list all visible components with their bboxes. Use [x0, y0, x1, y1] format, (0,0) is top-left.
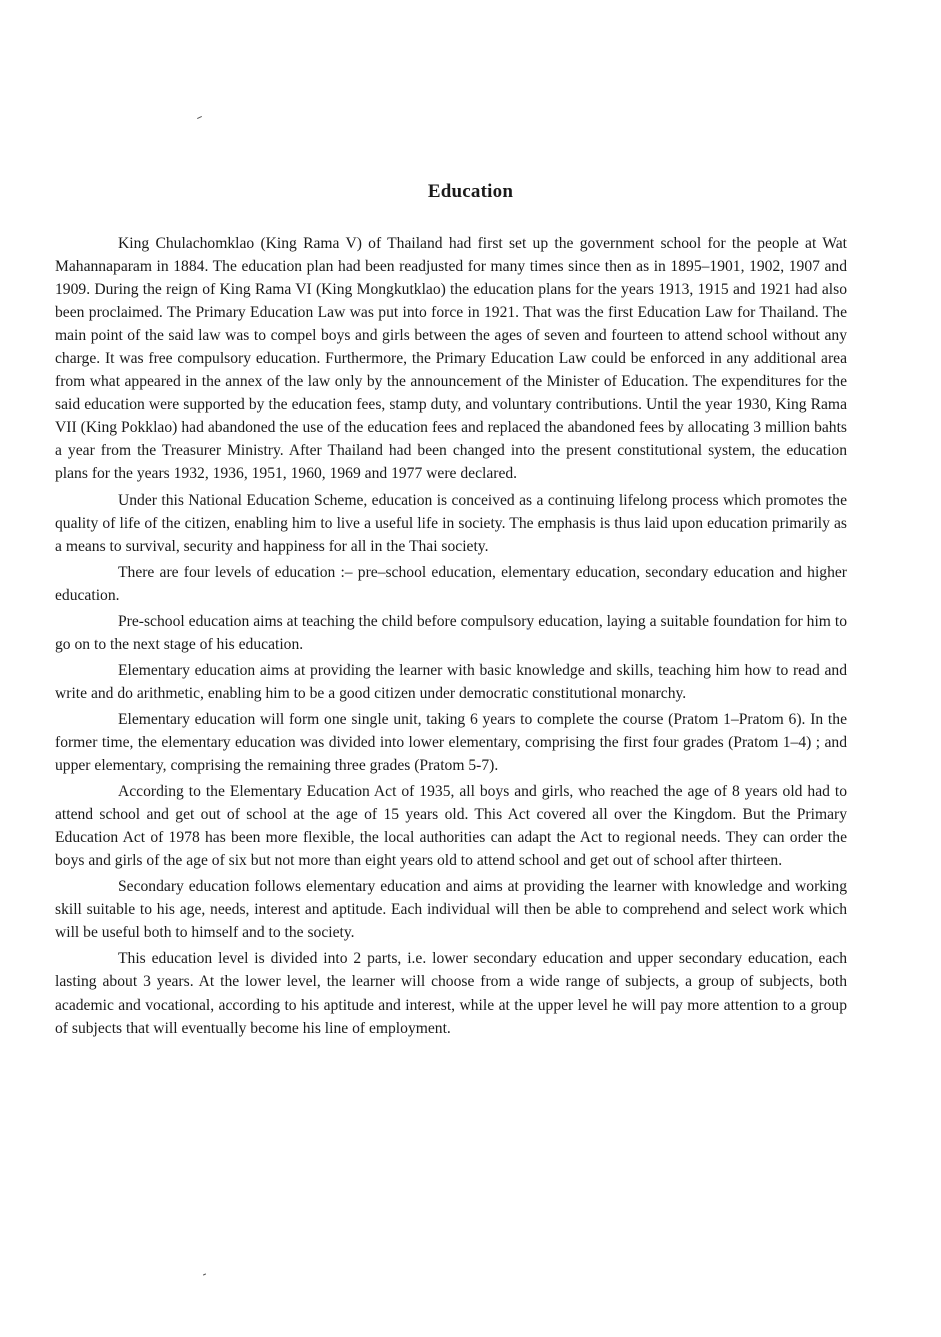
- scan-speck: [197, 116, 202, 119]
- paragraph-national-scheme: Under this National Education Scheme, education is conceived as a continuing lifelong process which promotes the quality of life of the citizen, enabling him to live a useful life in society. The emphasis is thus laid upon education primarily as a means to survival, security and happiness for all in the Thai society.: [55, 491, 847, 555]
- paragraph-secondary: Secondary education follows elementary education and aims at providing the learner with knowledge and working skill suitable to his age, needs, interest and aptitude. Each individual will then be able to comprehend and select work which will be useful both to himself and to the society.: [55, 878, 847, 942]
- paragraph-secondary-levels: This education level is divided into 2 parts, i.e. lower secondary education and upper secondary education, each lasting about 3 years. At the lower level, the learner will choose from a wide range of subjects, a group of subjects, both academic and vocational, according to his aptitude and interest, while at the upper level he will pay more attention to a group of subjects that will eventually become his line of employment.: [55, 950, 847, 1037]
- page-title: Education: [427, 180, 514, 202]
- paragraph-history: King Chulachomklao (King Rama V) of Thailand had first set up the government school for the people at Wat Mahannaparam in 1884. The education plan had been readjusted for many times since then as in 1895–1901, 1902, 1907 and 1909. During the reign of King Rama VI (King Mongkutklao) the education plans for the years 1913, 1915 and 1921 had also been proclaimed. The Primary Education Law was put into force in 1921. That was the first Education Law for Thailand. The main point of the said law was to compel boys and girls between the ages of seven and fourteen to attend school without any charge. It was free compulsory education. Furthermore, the Primary Education Law could be enforced in any additional area from what appeared in the annex of the law only by the announcement of the Minister of Education. The expenditures for the said education were supported by the education fees, stamp duty, and voluntary contributions. Until the year 1930, King Rama VII (King Pokklao) had abandoned the use of the education fees and replaced the abandoned fees by allocating 3 million bahts a year from the Treasurer Ministry. After Thailand had been changed into the present constitutional system, the education plans for the years 1932, 1936, 1951, 1960, 1969 and 1977 were declared.: [55, 235, 847, 483]
- paragraph-elementary-aims: Elementary education aims at providing the learner with basic knowledge and skills, teaching him how to read and write and do arithmetic, enabling him to be a good citizen under democratic constitutional monarchy.: [55, 661, 847, 702]
- paragraph-elementary-unit: Elementary education will form one single unit, taking 6 years to complete the course (Pratom 1–Pratom 6). In the former time, the elementary education was divided into lower elementary, comprising the first four grades (Pratom 1–4) ; and upper elementary, comprising the remaining three grades (Pratom 5-7).: [55, 710, 847, 775]
- paragraph-pre-school: Pre-school education aims at teaching the child before compulsory education, laying a suitable foundation for him to go on to the next stage of his education.: [55, 612, 847, 653]
- scan-speck: [203, 1273, 206, 1275]
- paragraph-levels: There are four levels of education :– pre–school education, elementary education, secondary education and higher education.: [55, 563, 847, 604]
- paragraph-elementary-act: According to the Elementary Education Act of 1935, all boys and girls, who reached the age of 8 years old had to attend school and get out of school at the age of 15 years old. This Act covered all over the Kingdom. But the Primary Education Act of 1978 has been more flexible, the local authorities can adapt the Act to regional needs. They can order the boys and girls of the age of six but not more than eight years old to attend school and get out of school after thirteen.: [55, 783, 847, 870]
- body-text: [55, 232, 847, 1040]
